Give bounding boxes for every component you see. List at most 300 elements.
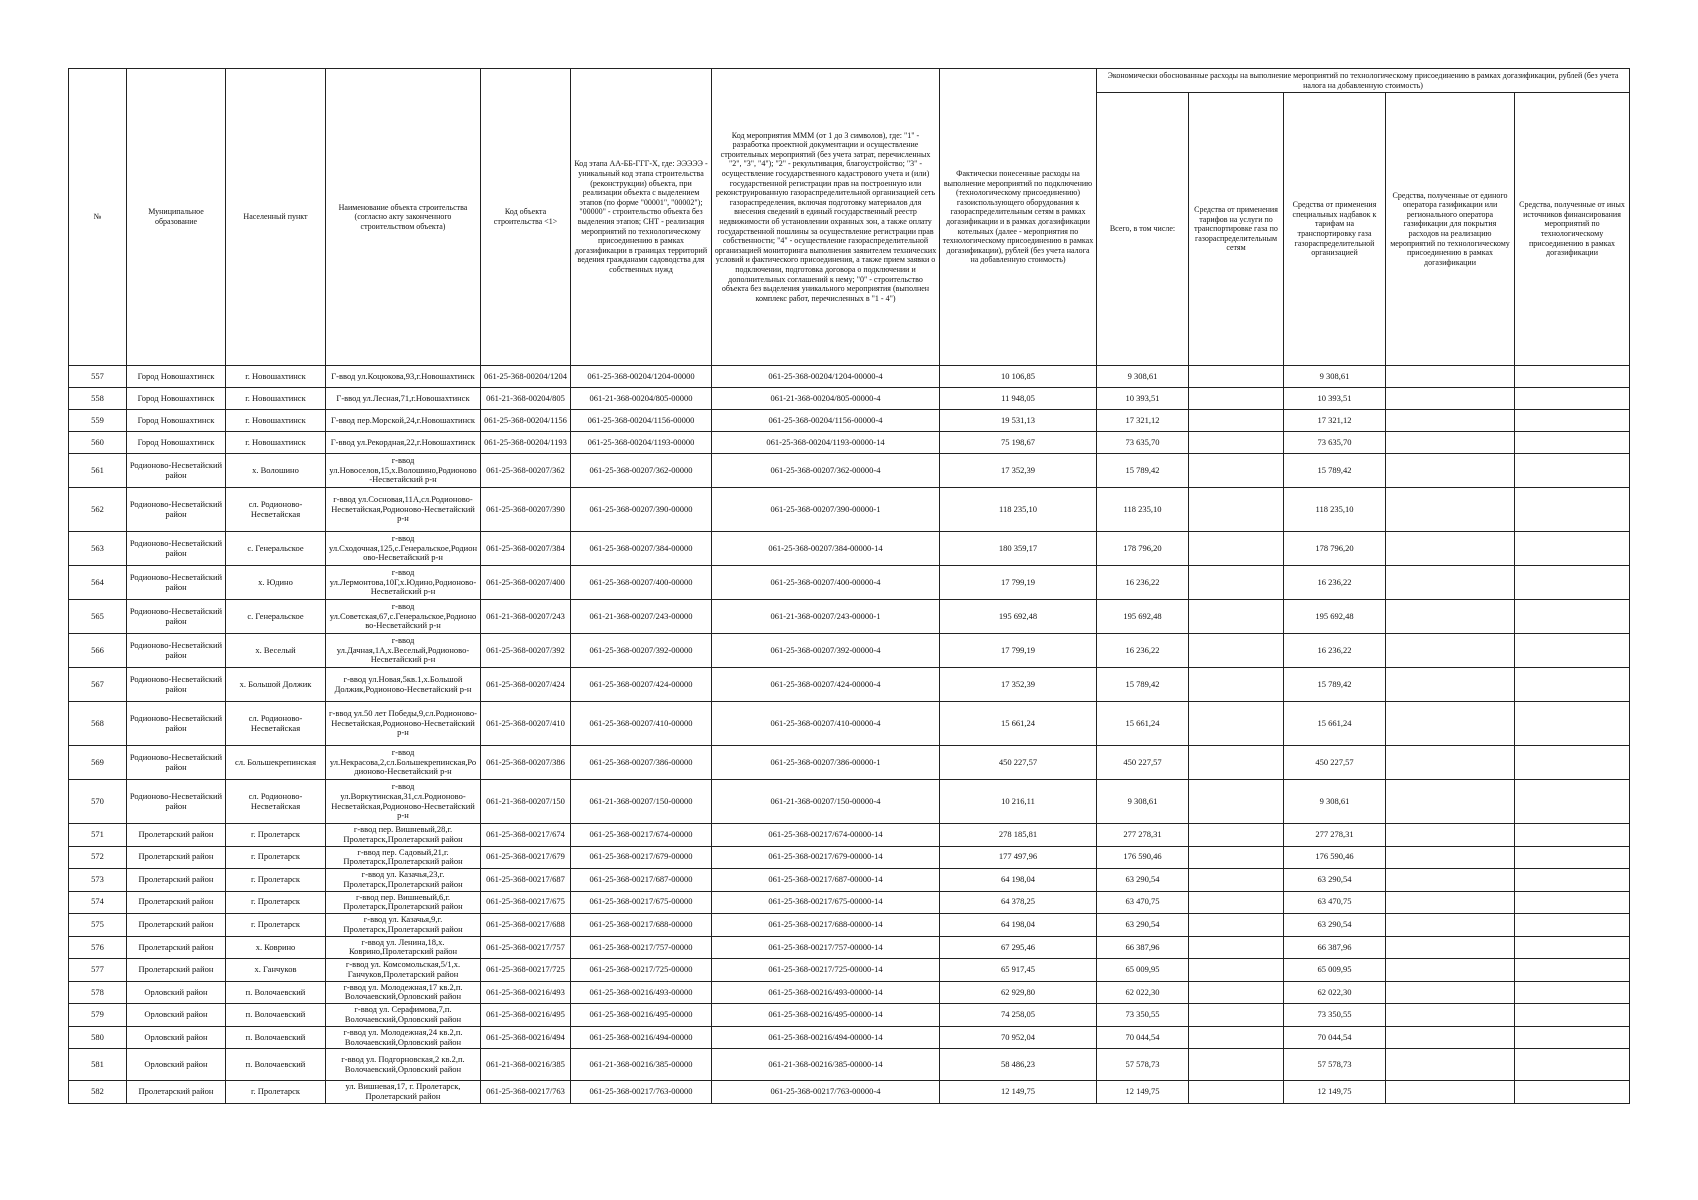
object-code-cell: 061-25-368-00217/674: [481, 824, 571, 847]
table-row: [69, 532, 1630, 566]
header-economic-costs-group: Экономически обоснованные расходы на выполнение мероприятий по технологическому присоединению в рамках догазификации, рублей (без учета налога на добавленную стоимость): [1097, 69, 1630, 93]
object-name-cell: ул. Вишневая,17, г. Пролетарск, Пролетарский район: [326, 1081, 481, 1104]
stage-code-cell: 061-21-368-00216/385-00000: [571, 1049, 712, 1081]
stage-code-cell: 061-25-368-00217/687-00000: [571, 869, 712, 892]
municipality-cell: Орловский район: [127, 1004, 226, 1027]
activity-code-cell: 061-25-368-00217/679-00000-14: [712, 846, 940, 869]
total-cell: 118 235,10: [1097, 488, 1189, 532]
special-markups-cell: 15 789,42: [1284, 668, 1386, 702]
settlement-cell: п. Волочаевский: [226, 1004, 326, 1027]
row-num: 572: [69, 846, 127, 869]
stage-code-cell: 061-25-368-00217/675-00000: [571, 891, 712, 914]
stage-code-cell: 061-25-368-00207/362-00000: [571, 454, 712, 488]
activity-code-cell: 061-25-368-00204/1156-00000-4: [712, 410, 940, 432]
stage-code-cell: 061-25-368-00207/424-00000: [571, 668, 712, 702]
activity-code-cell: 061-25-368-00216/493-00000-14: [712, 981, 940, 1004]
settlement-cell: г. Пролетарск: [226, 891, 326, 914]
row-num: 566: [69, 634, 127, 668]
municipality-cell: Родионово-Несветайский район: [127, 702, 226, 746]
settlement-cell: п. Волочаевский: [226, 1026, 326, 1049]
object-name-cell: г-ввод ул.Советская,67,с.Генеральское,Родионово-Несветайский р-н: [326, 600, 481, 634]
special-markups-cell: 70 044,54: [1284, 1026, 1386, 1049]
object-name-cell: г-ввод пер. Вишневый,6,г. Пролетарск,Пролетарский район: [326, 891, 481, 914]
tariff-transport-cell: [1189, 702, 1284, 746]
activity-code-cell: 061-25-368-00217/675-00000-14: [712, 891, 940, 914]
actual-costs-cell: 64 378,25: [940, 891, 1097, 914]
object-code-cell: 061-25-368-00217/688: [481, 914, 571, 937]
total-cell: 15 789,42: [1097, 454, 1189, 488]
tariff-transport-cell: [1189, 432, 1284, 454]
actual-costs-cell: 11 948,05: [940, 388, 1097, 410]
table-row: [69, 1049, 1630, 1081]
stage-code-cell: 061-25-368-00216/494-00000: [571, 1026, 712, 1049]
object-name-cell: г-ввод ул.Воркутинская,31,сл.Родионово-Несветайская,Родионово-Несветайский р-н: [326, 780, 481, 824]
special-markups-cell: 66 387,96: [1284, 936, 1386, 959]
object-name-cell: Г-ввод пер.Морской,24,г.Новошахтинск: [326, 410, 481, 432]
object-name-cell: г-ввод ул. Казачья,9,г. Пролетарск,Пролетарский район: [326, 914, 481, 937]
tariff-transport-cell: [1189, 914, 1284, 937]
tariff-transport-cell: [1189, 454, 1284, 488]
table-row: [69, 432, 1630, 454]
special-markups-cell: 63 470,75: [1284, 891, 1386, 914]
object-code-cell: 061-25-368-00217/725: [481, 959, 571, 982]
settlement-cell: г. Пролетарск: [226, 824, 326, 847]
total-cell: 176 590,46: [1097, 846, 1189, 869]
special-markups-cell: 17 321,12: [1284, 410, 1386, 432]
other-sources-cell: [1515, 668, 1630, 702]
special-markups-cell: 16 236,22: [1284, 634, 1386, 668]
municipality-cell: Пролетарский район: [127, 959, 226, 982]
stage-code-cell: 061-25-368-00217/725-00000: [571, 959, 712, 982]
actual-costs-cell: 70 952,04: [940, 1026, 1097, 1049]
stage-code-cell: 061-25-368-00204/1156-00000: [571, 410, 712, 432]
table-row: [69, 454, 1630, 488]
municipality-cell: Родионово-Несветайский район: [127, 454, 226, 488]
stage-code-cell: 061-25-368-00217/688-00000: [571, 914, 712, 937]
stage-code-cell: 061-25-368-00216/493-00000: [571, 981, 712, 1004]
object-code-cell: 061-25-368-00207/400: [481, 566, 571, 600]
municipality-cell: Пролетарский район: [127, 891, 226, 914]
operator-funds-cell: [1386, 959, 1515, 982]
settlement-cell: г. Новошахтинск: [226, 388, 326, 410]
municipality-cell: Родионово-Несветайский район: [127, 600, 226, 634]
other-sources-cell: [1515, 702, 1630, 746]
special-markups-cell: 277 278,31: [1284, 824, 1386, 847]
object-code-cell: 061-25-368-00207/362: [481, 454, 571, 488]
table-row: [69, 410, 1630, 432]
operator-funds-cell: [1386, 532, 1515, 566]
municipality-cell: Пролетарский район: [127, 869, 226, 892]
other-sources-cell: [1515, 746, 1630, 780]
header-object-code: Код объекта строительства <1>: [481, 69, 571, 366]
total-cell: 57 578,73: [1097, 1049, 1189, 1081]
row-num: 574: [69, 891, 127, 914]
tariff-transport-cell: [1189, 600, 1284, 634]
special-markups-cell: 195 692,48: [1284, 600, 1386, 634]
row-num: 559: [69, 410, 127, 432]
other-sources-cell: [1515, 869, 1630, 892]
municipality-cell: Город Новошахтинск: [127, 432, 226, 454]
object-code-cell: 061-25-368-00204/1193: [481, 432, 571, 454]
operator-funds-cell: [1386, 981, 1515, 1004]
settlement-cell: сл. Родионово-Несветайская: [226, 780, 326, 824]
settlement-cell: х. Коврино: [226, 936, 326, 959]
actual-costs-cell: 118 235,10: [940, 488, 1097, 532]
settlement-cell: г. Пролетарск: [226, 1081, 326, 1104]
row-num: 580: [69, 1026, 127, 1049]
tariff-transport-cell: [1189, 1026, 1284, 1049]
activity-code-cell: 061-25-368-00217/674-00000-14: [712, 824, 940, 847]
header-stage-code: Код этапа АА-ББ-ГГГ-Х, где: ЭЭЭЭЭ - уникальный код этапа строительства (реконструкции) объекта, при реализации объекта с выделением этапов (по форме "00001", "00002"); "00000" - строительство объекта без выделения этапов; СНТ - реализация мероприятий по технологическому присоединению в рамках догазификации в границах территорий ведения гражданами садоводства для собственных нужд: [571, 69, 712, 366]
header-tariff-transport: Средства от применения тарифов на услуги по транспортировке газа по газораспределительным сетям: [1189, 93, 1284, 366]
tariff-transport-cell: [1189, 846, 1284, 869]
object-code-cell: 061-21-368-00216/385: [481, 1049, 571, 1081]
total-cell: 73 350,55: [1097, 1004, 1189, 1027]
object-name-cell: Г-ввод ул.Рекордная,22,г.Новошахтинск: [326, 432, 481, 454]
table-row: [69, 936, 1630, 959]
operator-funds-cell: [1386, 488, 1515, 532]
total-cell: 16 236,22: [1097, 566, 1189, 600]
table-row: [69, 566, 1630, 600]
settlement-cell: сл. Родионово-Несветайская: [226, 702, 326, 746]
special-markups-cell: 73 635,70: [1284, 432, 1386, 454]
tariff-transport-cell: [1189, 936, 1284, 959]
table-row: [69, 914, 1630, 937]
municipality-cell: Пролетарский район: [127, 824, 226, 847]
municipality-cell: Родионово-Несветайский район: [127, 746, 226, 780]
settlement-cell: г. Новошахтинск: [226, 410, 326, 432]
tariff-transport-cell: [1189, 746, 1284, 780]
actual-costs-cell: 64 198,04: [940, 869, 1097, 892]
other-sources-cell: [1515, 936, 1630, 959]
object-name-cell: г-ввод ул. Ленина,18,х. Коврино,Пролетарский район: [326, 936, 481, 959]
total-cell: 16 236,22: [1097, 634, 1189, 668]
total-cell: 66 387,96: [1097, 936, 1189, 959]
operator-funds-cell: [1386, 432, 1515, 454]
other-sources-cell: [1515, 981, 1630, 1004]
stage-code-cell: 061-25-368-00207/392-00000: [571, 634, 712, 668]
operator-funds-cell: [1386, 914, 1515, 937]
actual-costs-cell: 17 799,19: [940, 634, 1097, 668]
operator-funds-cell: [1386, 454, 1515, 488]
object-code-cell: 061-25-368-00217/757: [481, 936, 571, 959]
object-name-cell: г-ввод ул.50 лет Победы,9,сл.Родионово-Несветайская,Родионово-Несветайский р-н: [326, 702, 481, 746]
row-num: 576: [69, 936, 127, 959]
object-code-cell: 061-25-368-00207/392: [481, 634, 571, 668]
table-row: [69, 634, 1630, 668]
settlement-cell: х. Большой Должик: [226, 668, 326, 702]
settlement-cell: г. Пролетарск: [226, 846, 326, 869]
tariff-transport-cell: [1189, 1081, 1284, 1104]
activity-code-cell: 061-25-368-00217/725-00000-14: [712, 959, 940, 982]
special-markups-cell: 176 590,46: [1284, 846, 1386, 869]
other-sources-cell: [1515, 914, 1630, 937]
header-settlement: Населенный пункт: [226, 69, 326, 366]
object-code-cell: 061-25-368-00216/494: [481, 1026, 571, 1049]
table-row: [69, 668, 1630, 702]
object-code-cell: 061-25-368-00207/390: [481, 488, 571, 532]
object-code-cell: 061-25-368-00204/1156: [481, 410, 571, 432]
table-row: [69, 488, 1630, 532]
row-num: 558: [69, 388, 127, 410]
total-cell: 63 290,54: [1097, 914, 1189, 937]
tariff-transport-cell: [1189, 869, 1284, 892]
total-cell: 62 022,30: [1097, 981, 1189, 1004]
header-municipality: Муниципальное образование: [127, 69, 226, 366]
actual-costs-cell: 450 227,57: [940, 746, 1097, 780]
table-row: [69, 1081, 1630, 1104]
row-num: 579: [69, 1004, 127, 1027]
stage-code-cell: 061-21-368-00207/243-00000: [571, 600, 712, 634]
operator-funds-cell: [1386, 1081, 1515, 1104]
settlement-cell: г. Новошахтинск: [226, 366, 326, 388]
row-num: 563: [69, 532, 127, 566]
table-body: [69, 366, 1630, 1104]
row-num: 577: [69, 959, 127, 982]
table-row: [69, 1004, 1630, 1027]
special-markups-cell: 62 022,30: [1284, 981, 1386, 1004]
row-num: 581: [69, 1049, 127, 1081]
tariff-transport-cell: [1189, 366, 1284, 388]
tariff-transport-cell: [1189, 981, 1284, 1004]
header-actual-costs: Фактически понесенные расходы на выполнение мероприятий по подключению (технологическому присоединению) газоиспользующего оборудования к газораспределительным сетям в рамках догазификации и в рамках догазификации котельных (далее - мероприятия по технологическому присоединению в рамках догазификации), рублей (без учета налога на добавленную стоимость): [940, 69, 1097, 366]
total-cell: 73 635,70: [1097, 432, 1189, 454]
actual-costs-cell: 180 359,17: [940, 532, 1097, 566]
municipality-cell: Город Новошахтинск: [127, 366, 226, 388]
object-code-cell: 061-25-368-00207/384: [481, 532, 571, 566]
activity-code-cell: 061-21-368-00207/243-00000-1: [712, 600, 940, 634]
total-cell: 70 044,54: [1097, 1026, 1189, 1049]
operator-funds-cell: [1386, 846, 1515, 869]
row-num: 573: [69, 869, 127, 892]
municipality-cell: Родионово-Несветайский район: [127, 780, 226, 824]
municipality-cell: Родионово-Несветайский район: [127, 668, 226, 702]
municipality-cell: Город Новошахтинск: [127, 410, 226, 432]
object-code-cell: 061-25-368-00217/675: [481, 891, 571, 914]
row-num: 568: [69, 702, 127, 746]
object-name-cell: г-ввод ул. Молодежная,24 кв.2,п. Волочаевский,Орловский район: [326, 1026, 481, 1049]
municipality-cell: Пролетарский район: [127, 914, 226, 937]
other-sources-cell: [1515, 634, 1630, 668]
total-cell: 63 290,54: [1097, 869, 1189, 892]
object-name-cell: Г-ввод ул.Коцюкова,93,г.Новошахтинск: [326, 366, 481, 388]
row-num: 565: [69, 600, 127, 634]
other-sources-cell: [1515, 366, 1630, 388]
special-markups-cell: 12 149,75: [1284, 1081, 1386, 1104]
actual-costs-cell: 17 352,39: [940, 454, 1097, 488]
operator-funds-cell: [1386, 869, 1515, 892]
activity-code-cell: 061-25-368-00217/687-00000-14: [712, 869, 940, 892]
stage-code-cell: 061-25-368-00217/674-00000: [571, 824, 712, 847]
tariff-transport-cell: [1189, 891, 1284, 914]
activity-code-cell: 061-21-368-00204/805-00000-4: [712, 388, 940, 410]
object-name-cell: г-ввод ул. Подгорновская,2 кв.2,п. Волочаевский,Орловский район: [326, 1049, 481, 1081]
object-code-cell: 061-25-368-00204/1204: [481, 366, 571, 388]
special-markups-cell: 9 308,61: [1284, 780, 1386, 824]
other-sources-cell: [1515, 1026, 1630, 1049]
other-sources-cell: [1515, 410, 1630, 432]
actual-costs-cell: 10 216,11: [940, 780, 1097, 824]
operator-funds-cell: [1386, 1026, 1515, 1049]
activity-code-cell: 061-25-368-00207/410-00000-4: [712, 702, 940, 746]
object-code-cell: 061-21-368-00204/805: [481, 388, 571, 410]
object-name-cell: г-ввод ул.Сходочная,125,с.Генеральское,Родионово-Несветайский р-н: [326, 532, 481, 566]
settlement-cell: с. Генеральское: [226, 600, 326, 634]
object-name-cell: г-ввод ул.Новая,5кв.1,х.Большой Должик,Родионово-Несветайский р-н: [326, 668, 481, 702]
operator-funds-cell: [1386, 668, 1515, 702]
table-row: [69, 600, 1630, 634]
actual-costs-cell: 67 295,46: [940, 936, 1097, 959]
settlement-cell: с. Генеральское: [226, 532, 326, 566]
object-code-cell: 061-21-368-00207/243: [481, 600, 571, 634]
operator-funds-cell: [1386, 936, 1515, 959]
settlement-cell: сл. Большекрепинская: [226, 746, 326, 780]
header-num: №: [69, 69, 127, 366]
special-markups-cell: 73 350,55: [1284, 1004, 1386, 1027]
total-cell: 12 149,75: [1097, 1081, 1189, 1104]
tariff-transport-cell: [1189, 959, 1284, 982]
row-num: 571: [69, 824, 127, 847]
operator-funds-cell: [1386, 824, 1515, 847]
settlement-cell: г. Новошахтинск: [226, 432, 326, 454]
object-name-cell: г-ввод ул. Комсомольская,5/1,х. Ганчуков,Пролетарский район: [326, 959, 481, 982]
special-markups-cell: 63 290,54: [1284, 914, 1386, 937]
header-activity-code: Код мероприятия МММ (от 1 до 3 символов), где: "1" - разработка проектной документации и осуществление строительных мероприятий (без учета затрат, перечисленных "2", "3", "4"); "2" - рекультивация, благоустройство; "3" - осуществление государственного кадастрового учета и (или) государственной регистрации прав на построенную или реконструированную газораспределительной организацией сеть газораспределения, включая подготовку материалов для внесения сведений в единый государственный реестр недвижимости об установлении охранных зон, а также оплату государственной пошлины за осуществление регистрации прав собственности; "4" - осуществление газораспределительной организацией мониторинга выполнения заявителем технических условий и фактического присоединения, а также прием заявки о подключении, подготовка договора о подключении и дополнительных соглашений к нему; "0" - строительство объекта без выделения уникального мероприятия (выполнен комплекс работ, перечисленных в "1 - 4"): [712, 69, 940, 366]
total-cell: 65 009,95: [1097, 959, 1189, 982]
activity-code-cell: 061-25-368-00207/386-00000-1: [712, 746, 940, 780]
object-name-cell: г-ввод пер. Садовый,21,г. Пролетарск,Пролетарский район: [326, 846, 481, 869]
municipality-cell: Пролетарский район: [127, 1081, 226, 1104]
total-cell: 277 278,31: [1097, 824, 1189, 847]
tariff-transport-cell: [1189, 566, 1284, 600]
actual-costs-cell: 278 185,81: [940, 824, 1097, 847]
table-row: [69, 959, 1630, 982]
special-markups-cell: 15 661,24: [1284, 702, 1386, 746]
operator-funds-cell: [1386, 702, 1515, 746]
settlement-cell: х. Волошино: [226, 454, 326, 488]
settlement-cell: п. Волочаевский: [226, 1049, 326, 1081]
actual-costs-cell: 12 149,75: [940, 1081, 1097, 1104]
tariff-transport-cell: [1189, 488, 1284, 532]
tariff-transport-cell: [1189, 824, 1284, 847]
stage-code-cell: 061-25-368-00217/679-00000: [571, 846, 712, 869]
object-name-cell: г-ввод ул. Казачья,23,г. Пролетарск,Пролетарский район: [326, 869, 481, 892]
row-num: 562: [69, 488, 127, 532]
special-markups-cell: 65 009,95: [1284, 959, 1386, 982]
municipality-cell: Родионово-Несветайский район: [127, 566, 226, 600]
tariff-transport-cell: [1189, 668, 1284, 702]
special-markups-cell: 178 796,20: [1284, 532, 1386, 566]
table-row: [69, 366, 1630, 388]
table-row: [69, 891, 1630, 914]
operator-funds-cell: [1386, 566, 1515, 600]
object-code-cell: 061-25-368-00216/493: [481, 981, 571, 1004]
activity-code-cell: 061-25-368-00207/424-00000-4: [712, 668, 940, 702]
activity-code-cell: 061-21-368-00207/150-00000-4: [712, 780, 940, 824]
stage-code-cell: 061-25-368-00216/495-00000: [571, 1004, 712, 1027]
total-cell: 10 393,51: [1097, 388, 1189, 410]
special-markups-cell: 16 236,22: [1284, 566, 1386, 600]
special-markups-cell: 63 290,54: [1284, 869, 1386, 892]
actual-costs-cell: 65 917,45: [940, 959, 1097, 982]
object-name-cell: г-ввод ул.Дачная,1А,х.Веселый,Родионово-Несветайский р-н: [326, 634, 481, 668]
table-row: [69, 846, 1630, 869]
activity-code-cell: 061-25-368-00216/494-00000-14: [712, 1026, 940, 1049]
tariff-transport-cell: [1189, 388, 1284, 410]
stage-code-cell: 061-25-368-00204/1204-00000: [571, 366, 712, 388]
object-name-cell: г-ввод ул.Сосновая,11А,сл.Родионово-Несветайская,Родионово-Несветайский р-н: [326, 488, 481, 532]
tariff-transport-cell: [1189, 780, 1284, 824]
actual-costs-cell: 75 198,67: [940, 432, 1097, 454]
total-cell: 178 796,20: [1097, 532, 1189, 566]
other-sources-cell: [1515, 959, 1630, 982]
municipality-cell: Орловский район: [127, 981, 226, 1004]
total-cell: 9 308,61: [1097, 780, 1189, 824]
actual-costs-cell: 58 486,23: [940, 1049, 1097, 1081]
object-name-cell: г-ввод ул. Молодежная,17 кв.2,п. Волочаевский,Орловский район: [326, 981, 481, 1004]
row-num: 564: [69, 566, 127, 600]
object-code-cell: 061-25-368-00216/495: [481, 1004, 571, 1027]
municipality-cell: Орловский район: [127, 1049, 226, 1081]
object-code-cell: 061-25-368-00217/679: [481, 846, 571, 869]
operator-funds-cell: [1386, 366, 1515, 388]
object-name-cell: г-ввод ул. Серафимова,7,п. Волочаевский,Орловский район: [326, 1004, 481, 1027]
total-cell: 63 470,75: [1097, 891, 1189, 914]
other-sources-cell: [1515, 566, 1630, 600]
row-num: 570: [69, 780, 127, 824]
object-code-cell: 061-25-368-00207/410: [481, 702, 571, 746]
settlement-cell: х. Юдино: [226, 566, 326, 600]
header-other-sources: Средства, полученные от иных источников финансирования мероприятий по технологическому присоединению в рамках догазификации: [1515, 93, 1630, 366]
activity-code-cell: 061-25-368-00204/1204-00000-4: [712, 366, 940, 388]
total-cell: 15 789,42: [1097, 668, 1189, 702]
table-row: [69, 702, 1630, 746]
actual-costs-cell: 19 531,13: [940, 410, 1097, 432]
municipality-cell: Родионово-Несветайский район: [127, 532, 226, 566]
table-row: [69, 1026, 1630, 1049]
total-cell: 15 661,24: [1097, 702, 1189, 746]
table-row: [69, 869, 1630, 892]
operator-funds-cell: [1386, 410, 1515, 432]
actual-costs-cell: 195 692,48: [940, 600, 1097, 634]
activity-code-cell: 061-25-368-00217/688-00000-14: [712, 914, 940, 937]
special-markups-cell: 57 578,73: [1284, 1049, 1386, 1081]
dogasification-cost-table: [68, 68, 1630, 1104]
stage-code-cell: 061-25-368-00207/384-00000: [571, 532, 712, 566]
row-num: 557: [69, 366, 127, 388]
other-sources-cell: [1515, 1081, 1630, 1104]
activity-code-cell: 061-25-368-00217/763-00000-4: [712, 1081, 940, 1104]
tariff-transport-cell: [1189, 1049, 1284, 1081]
activity-code-cell: 061-25-368-00207/390-00000-1: [712, 488, 940, 532]
other-sources-cell: [1515, 1004, 1630, 1027]
tariff-transport-cell: [1189, 634, 1284, 668]
object-code-cell: 061-25-368-00217/763: [481, 1081, 571, 1104]
header-operator-funds: Средства, полученные от единого оператора газификации или регионального оператора газификации для покрытия расходов на реализацию мероприятий по технологическому присоединению в рамках догазификации: [1386, 93, 1515, 366]
activity-code-cell: 061-25-368-00207/362-00000-4: [712, 454, 940, 488]
stage-code-cell: 061-25-368-00207/410-00000: [571, 702, 712, 746]
table-row: [69, 746, 1630, 780]
header-special-markups: Средства от применения специальных надбавок к тарифам на транспортировку газа газораспределительной организацией: [1284, 93, 1386, 366]
object-name-cell: г-ввод пер. Вишневый,28,г. Пролетарск,Пролетарский район: [326, 824, 481, 847]
stage-code-cell: 061-25-368-00217/763-00000: [571, 1081, 712, 1104]
settlement-cell: п. Волочаевский: [226, 981, 326, 1004]
settlement-cell: г. Пролетарск: [226, 914, 326, 937]
tariff-transport-cell: [1189, 1004, 1284, 1027]
activity-code-cell: 061-21-368-00216/385-00000-14: [712, 1049, 940, 1081]
object-code-cell: 061-25-368-00217/687: [481, 869, 571, 892]
special-markups-cell: 450 227,57: [1284, 746, 1386, 780]
